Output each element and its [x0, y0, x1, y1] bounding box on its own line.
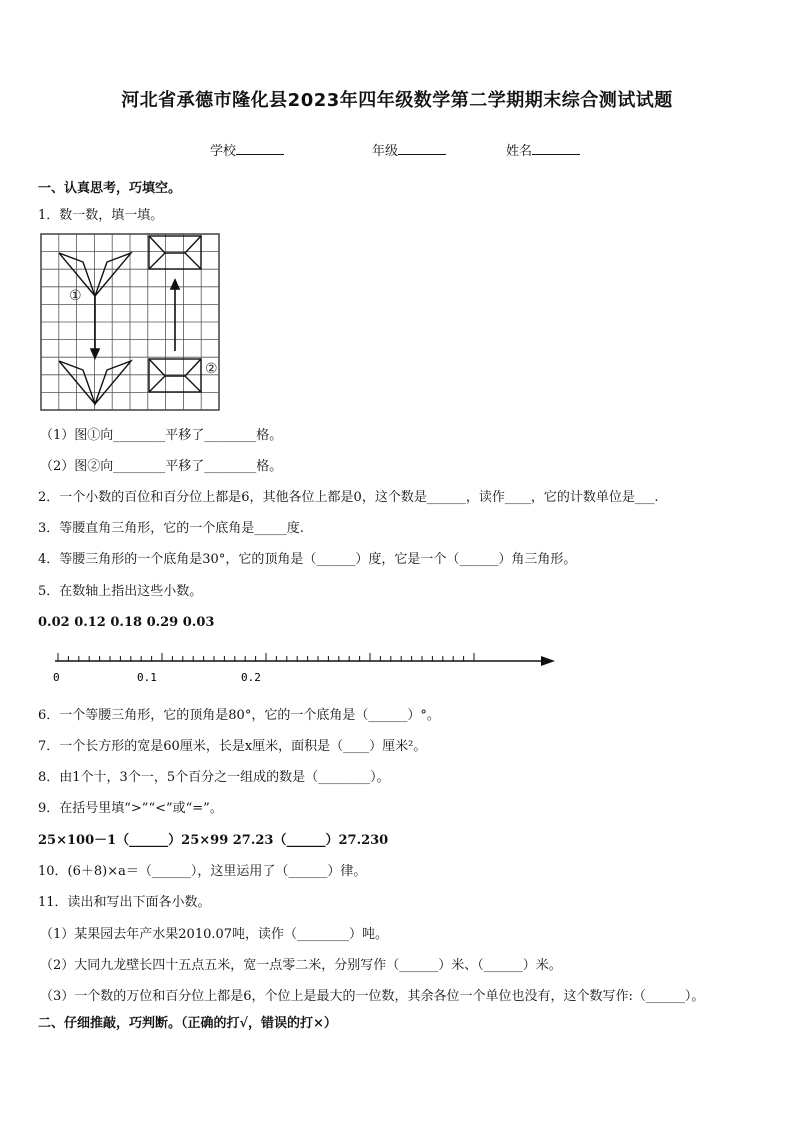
- numline-label-0: 0: [53, 671, 60, 684]
- question-1-1: （1）图①向________平移了________格。: [40, 428, 283, 443]
- numline-label-0-2: 0.2: [241, 671, 261, 684]
- question-9-expressions: 25×100－1（______）25×99 27.23（______）27.230: [38, 833, 389, 848]
- numline-label-0-1: 0.1: [137, 671, 157, 684]
- question-4: 4．等腰三角形的一个底角是30°，它的顶角是（______）度，它是一个（______）角三角形。: [38, 552, 577, 567]
- translation-grid-figure: [40, 233, 222, 413]
- question-5: 5．在数轴上指出这些小数。: [38, 584, 203, 599]
- name-label: 姓名: [506, 144, 533, 159]
- question-7: 7．一个长方形的宽是60厘米，长是x厘米，面积是（____）厘米²。: [38, 739, 427, 754]
- number-line: [45, 645, 565, 689]
- question-1: 1．数一数，填一填。: [38, 208, 164, 223]
- name-field: [506, 140, 580, 159]
- arrow-up: [171, 280, 179, 351]
- school-label: 学校: [210, 144, 237, 159]
- question-6: 6．一个等腰三角形，它的顶角是80°，它的一个底角是（______）°。: [38, 708, 440, 723]
- question-9: 9．在括号里填“>”“<”或“=”。: [38, 801, 223, 816]
- figure-1-bottom: [59, 361, 131, 404]
- question-3: 3．等腰直角三角形，它的一个底角是_____度.: [38, 521, 304, 536]
- number-line-arrow: [541, 656, 555, 666]
- figure-2-bottom: [149, 359, 201, 392]
- page-title: 河北省承德市隆化县2023年四年级数学第二学期期末综合测试试题: [121, 90, 673, 111]
- arrow-down: [91, 296, 99, 358]
- name-blank[interactable]: [532, 142, 580, 155]
- question-5-numbers: 0.02 0.12 0.18 0.29 0.03: [38, 615, 215, 630]
- figure-2-top: [149, 236, 201, 269]
- section1-heading: 一、认真思考，巧填空。: [38, 181, 182, 196]
- question-11-1: （1）某果园去年产水果2010.07吨，读作（________）吨。: [40, 927, 389, 942]
- grade-field: [372, 140, 446, 159]
- grade-blank[interactable]: [398, 142, 446, 155]
- figure-label-2: ②: [205, 361, 218, 377]
- question-1-2: （2）图②向________平移了________格。: [40, 459, 283, 474]
- question-2: 2．一个小数的百位和百分位上都是6，其他各位上都是0，这个数是______，读作____，它的计数单位是___.: [38, 490, 659, 505]
- school-field: [210, 140, 284, 159]
- school-blank[interactable]: [236, 142, 284, 155]
- question-11-2: （2）大同九龙壁长四十五点五米，宽一点零二米，分别写作（______）米、（______）米。: [40, 958, 562, 973]
- figure-label-1: ①: [69, 288, 82, 304]
- question-11: 11．读出和写出下面各小数。: [38, 895, 211, 910]
- question-8: 8．由1个十，3个一，5个百分之一组成的数是（________）。: [38, 770, 390, 785]
- question-11-3: （3）一个数的万位和百分位上都是6，个位上是最大的一位数，其余各位一个单位也没有，这个数写作:（______）。: [40, 989, 705, 1004]
- grade-label: 年级: [372, 144, 399, 159]
- section2-heading: 二、仔细推敲，巧判断。（正确的打√，错误的打×）: [38, 1016, 337, 1031]
- question-10: 10．(6＋8)×a＝（______），这里运用了（______）律。: [38, 864, 367, 879]
